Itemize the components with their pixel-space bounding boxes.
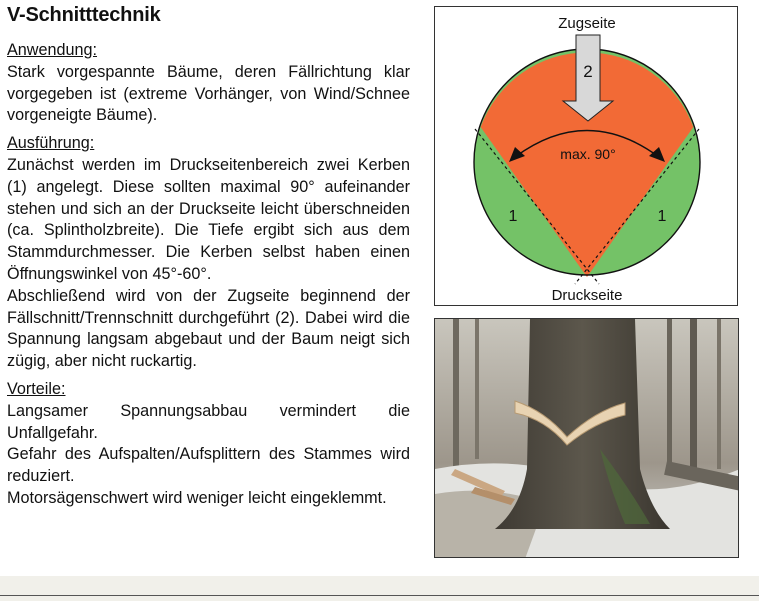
tree-trunk-photo	[434, 318, 739, 558]
heading-ausfuehrung: Ausführung:	[7, 134, 95, 153]
list-item-vorteil: Langsamer Spannungsabbau vermindert die Unfallgefahr.	[7, 401, 410, 442]
text-ausfuehrung-2: Abschließend wird von der Zugseite beginnend der Fällschnitt/Trennschnitt durchgeführt (2). Dabei wird die Spannung langsam abgebaut und der Baum neigt sich zügig, aber nicht ruckartig.	[7, 286, 410, 371]
footer-divider	[0, 595, 759, 596]
label-druckseite: Druckseite	[551, 287, 623, 304]
label-zugseite: Zugseite	[558, 15, 616, 32]
diagram-svg	[435, 7, 739, 307]
footer-band	[0, 576, 759, 601]
list-item-vorteil: Motorsägenschwert wird weniger leicht eingeklemmt.	[7, 488, 387, 507]
text-anwendung: Stark vorgespannte Bäume, deren Fällrichtung klar vorgegeben ist (extreme Vorhänger, von Wind/Schnee vorgeneigte Bäume).	[7, 62, 410, 125]
text-ausfuehrung-1: Zunächst werden im Druckseitenbereich zwei Kerben (1) angelegt. Diese sollten maximal 90° aufeinander stehen und sich an der Druckseite leicht überschneiden (ca. Splintholzbreite). Die Tiefe ergibt sich aus dem Stammdurchmesser. Die Kerben selbst haben einen Öffnungswinkel von 45°-60°.	[7, 155, 410, 283]
heading-vorteile: Vorteile:	[7, 379, 66, 398]
label-notch-right: 1	[657, 208, 667, 225]
label-notch-left: 1	[508, 208, 518, 225]
text-column	[7, 40, 410, 510]
label-arrow-2: 2	[583, 62, 593, 81]
page-title: V-Schnitttechnik	[7, 4, 161, 26]
v-cut-diagram	[434, 6, 738, 306]
list-item-vorteil: Gefahr des Aufspalten/Aufsplittern des Stammes wird reduziert.	[7, 445, 410, 486]
photo-illustration	[435, 319, 739, 558]
label-max-angle: max. 90°	[560, 146, 616, 162]
heading-anwendung: Anwendung:	[7, 41, 98, 59]
